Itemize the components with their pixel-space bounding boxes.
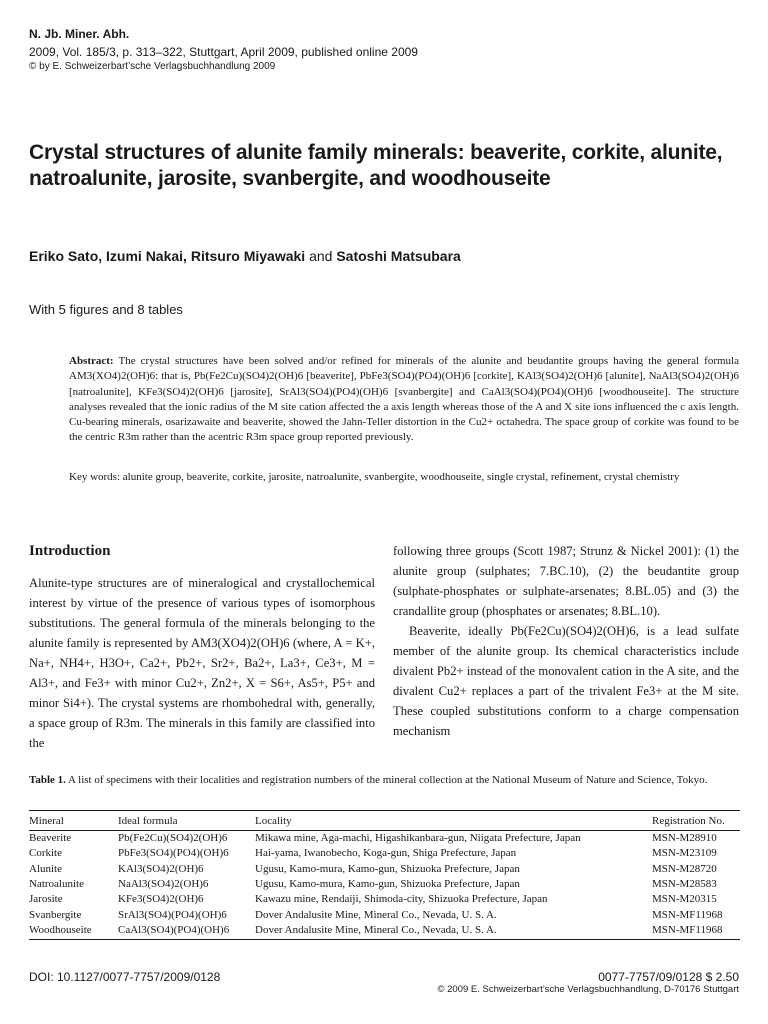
column-header-formula: Ideal formula: [118, 811, 255, 831]
footer-copyright: © 2009 E. Schweizerbart’sche Verlagsbuchhandlung, D-70176 Stuttgart: [437, 984, 739, 995]
specimen-table: [29, 810, 740, 940]
authors-conjunction: and: [309, 248, 333, 264]
formula-cell: CaAl3(SO4)(PO4)(OH)6: [118, 923, 255, 940]
formula-cell: KAl3(SO4)2(OH)6: [118, 862, 204, 875]
figures-tables-note: With 5 figures and 8 tables: [29, 302, 183, 317]
mineral-cell: Corkite: [29, 847, 62, 860]
doi: DOI: 10.1127/0077-7757/2009/0128: [29, 970, 221, 984]
locality-cell: Hai-yama, Iwanobecho, Koga-gun, Shiga Prefecture, Japan: [255, 847, 517, 860]
authors-last: Satoshi Matsubara: [336, 248, 461, 264]
abstract-label: Abstract:: [69, 355, 114, 367]
mineral-cell: Svanbergite: [29, 908, 82, 921]
intro-paragraph: Alunite-type structures are of mineralogical and crystallochemical interest by virtue of the presence of various types of isomorphous substitutions. The general formula of the minerals belonging to the alunite family is represented by AM3(XO4)2(OH)6 (where, A = K+, Na+, NH4+, H3O+, Ca2+, Pb2+, Sr2+, Ba2+, La3+, Ce3+, M = Al3+, and Fe3+ with minor Cu2+, Zn2+, X = S6+, As5+, P5+ and minor Si4+). The crystal systems are rhombohedral with, generally, a space group of R3m. The minerals in this family are classified into the: [29, 576, 375, 750]
body-column-right: [393, 541, 739, 741]
formula-cell: NaAl3(SO4)2(OH)6: [118, 877, 209, 890]
intro-paragraph-continued: following three groups (Scott 1987; Strunz & Nickel 2001): (1) the alunite group (sulphates; 7.BC.10), (2) the beudantite group (sulphate-phosphates or sulphate-arsenates; 8.BL.05) and (3) the crandallite group (phosphates or arsenates; 8.BL.10).: [393, 544, 739, 618]
table-caption-text: A list of specimens with their localities and registration numbers of the mineral collection at the National Museum of Nature and Science, Tokyo.: [68, 774, 708, 786]
registration-cell: MSN-M23109: [652, 847, 717, 860]
column-header-locality: Locality: [255, 811, 652, 831]
table-row: [29, 892, 740, 907]
formula-cell: PbFe3(SO4)(PO4)(OH)6: [118, 847, 229, 860]
keywords: Key words: alunite group, beaverite, corkite, jarosite, natroalunite, svanbergite, woodhouseite, single crystal, refinement, crystal chemistry: [69, 471, 680, 483]
table-row: [29, 861, 740, 876]
mineral-cell: Jarosite: [29, 893, 63, 906]
locality-cell: Kawazu mine, Rendaiji, Shimoda-city, Shizuoka Prefecture, Japan: [255, 893, 548, 906]
registration-cell: MSN-M20315: [652, 893, 717, 906]
registration-cell: MSN-MF11968: [652, 908, 723, 921]
journal-copyright: © by E. Schweizerbart’sche Verlagsbuchhandlung 2009: [29, 61, 276, 72]
locality-cell: Dover Andalusite Mine, Mineral Co., Nevada, U. S. A.: [255, 908, 497, 921]
registration-cell: MSN-M28910: [652, 832, 717, 844]
abstract-text: The crystal structures have been solved and/or refined for minerals of the alunite and beudantite groups having the general formula AM3(XO4)2(OH)6: that is, Pb(Fe2Cu)(SO4)2(OH)6 [beaverite], PbFe3(SO4)(PO4)(OH)6 [corkite], KAl3(SO4)2(OH)6 [alunite], NaAl3(SO4)2(OH)6 [natroalunite], KFe3(SO4)2(OH)6 [jarosite], SrAl3(SO4)(PO4)(OH)6 [svanbergite] and CaAl3(SO4)(PO4)(OH)6 [woodhouseite]. The structure analyses revealed that the ionic radius of the M site cation affected the a axis length whereas those of the A and X site ions influenced the c axis length. Cu-bearing minerals, osarizawaite and beaverite, showed the Jahn-Teller distortion in the Cu2+ octahedra. The space group of corkite was found to be the centric R3m rather than the acentric R3m space group reported previously.: [69, 355, 739, 444]
formula-cell: KFe3(SO4)2(OH)6: [118, 893, 204, 906]
mineral-cell: Natroalunite: [29, 877, 84, 890]
registration-cell: MSN-M28583: [652, 877, 717, 890]
journal-header: [29, 27, 729, 73]
table-row: [29, 877, 740, 892]
journal-info: 2009, Vol. 185/3, p. 313–322, Stuttgart, April 2009, published online 2009: [29, 45, 418, 59]
locality-cell: Ugusu, Kamo-mura, Kamo-gun, Shizuoka Prefecture, Japan: [255, 877, 520, 890]
column-header-mineral: Mineral: [29, 811, 118, 831]
mineral-cell: Alunite: [29, 862, 62, 875]
issn-price: 0077-7757/09/0128 $ 2.50: [598, 970, 739, 984]
abstract: [69, 354, 739, 446]
mineral-cell: Beaverite: [29, 832, 72, 844]
introduction-heading: Introduction: [29, 543, 111, 559]
table-row: [29, 846, 740, 861]
table-row: [29, 908, 740, 923]
formula-cell: SrAl3(SO4)(PO4)(OH)6: [118, 908, 227, 921]
authors-primary: Eriko Sato, Izumi Nakai, Ritsuro Miyawaki: [29, 248, 306, 264]
table-caption: [29, 773, 741, 788]
column-header-registration: Registration No.: [652, 811, 740, 831]
locality-cell: Mikawa mine, Aga-machi, Higashikanbara-gun, Niigata Prefecture, Japan: [255, 832, 581, 844]
locality-cell: Ugusu, Kamo-mura, Kamo-gun, Shizuoka Prefecture, Japan: [255, 862, 520, 875]
paper-title: Crystal structures of alunite family minerals: beaverite, corkite, alunite, natroalunite, jarosite, svanbergite, and woodhouseite: [29, 141, 723, 190]
table-row: [29, 831, 740, 847]
author-list: [29, 248, 729, 265]
registration-cell: MSN-M28720: [652, 862, 717, 875]
body-column-left: [29, 541, 375, 753]
formula-cell: Pb(Fe2Cu)(SO4)2(OH)6: [118, 832, 228, 844]
table-row: [29, 923, 740, 940]
beaverite-paragraph: Beaverite, ideally Pb(Fe2Cu)(SO4)2(OH)6, is a lead sulfate member of the alunite group. Its chemical characteristics include divalent Pb2+ instead of the monovalent cation in the A site, and the divalent Cu2+ replaces a part of the trivalent Fe3+ at the M site. These coupled substitutions conform to a charge compensation mechanism: [393, 624, 739, 738]
mineral-cell: Woodhouseite: [29, 923, 118, 940]
locality-cell: Dover Andalusite Mine, Mineral Co., Nevada, U. S. A.: [255, 923, 652, 940]
journal-name: N. Jb. Miner. Abh.: [29, 27, 130, 41]
table-label: Table 1.: [29, 774, 66, 786]
registration-cell: MSN-MF11968: [652, 923, 740, 940]
table-header-row: [29, 811, 740, 831]
